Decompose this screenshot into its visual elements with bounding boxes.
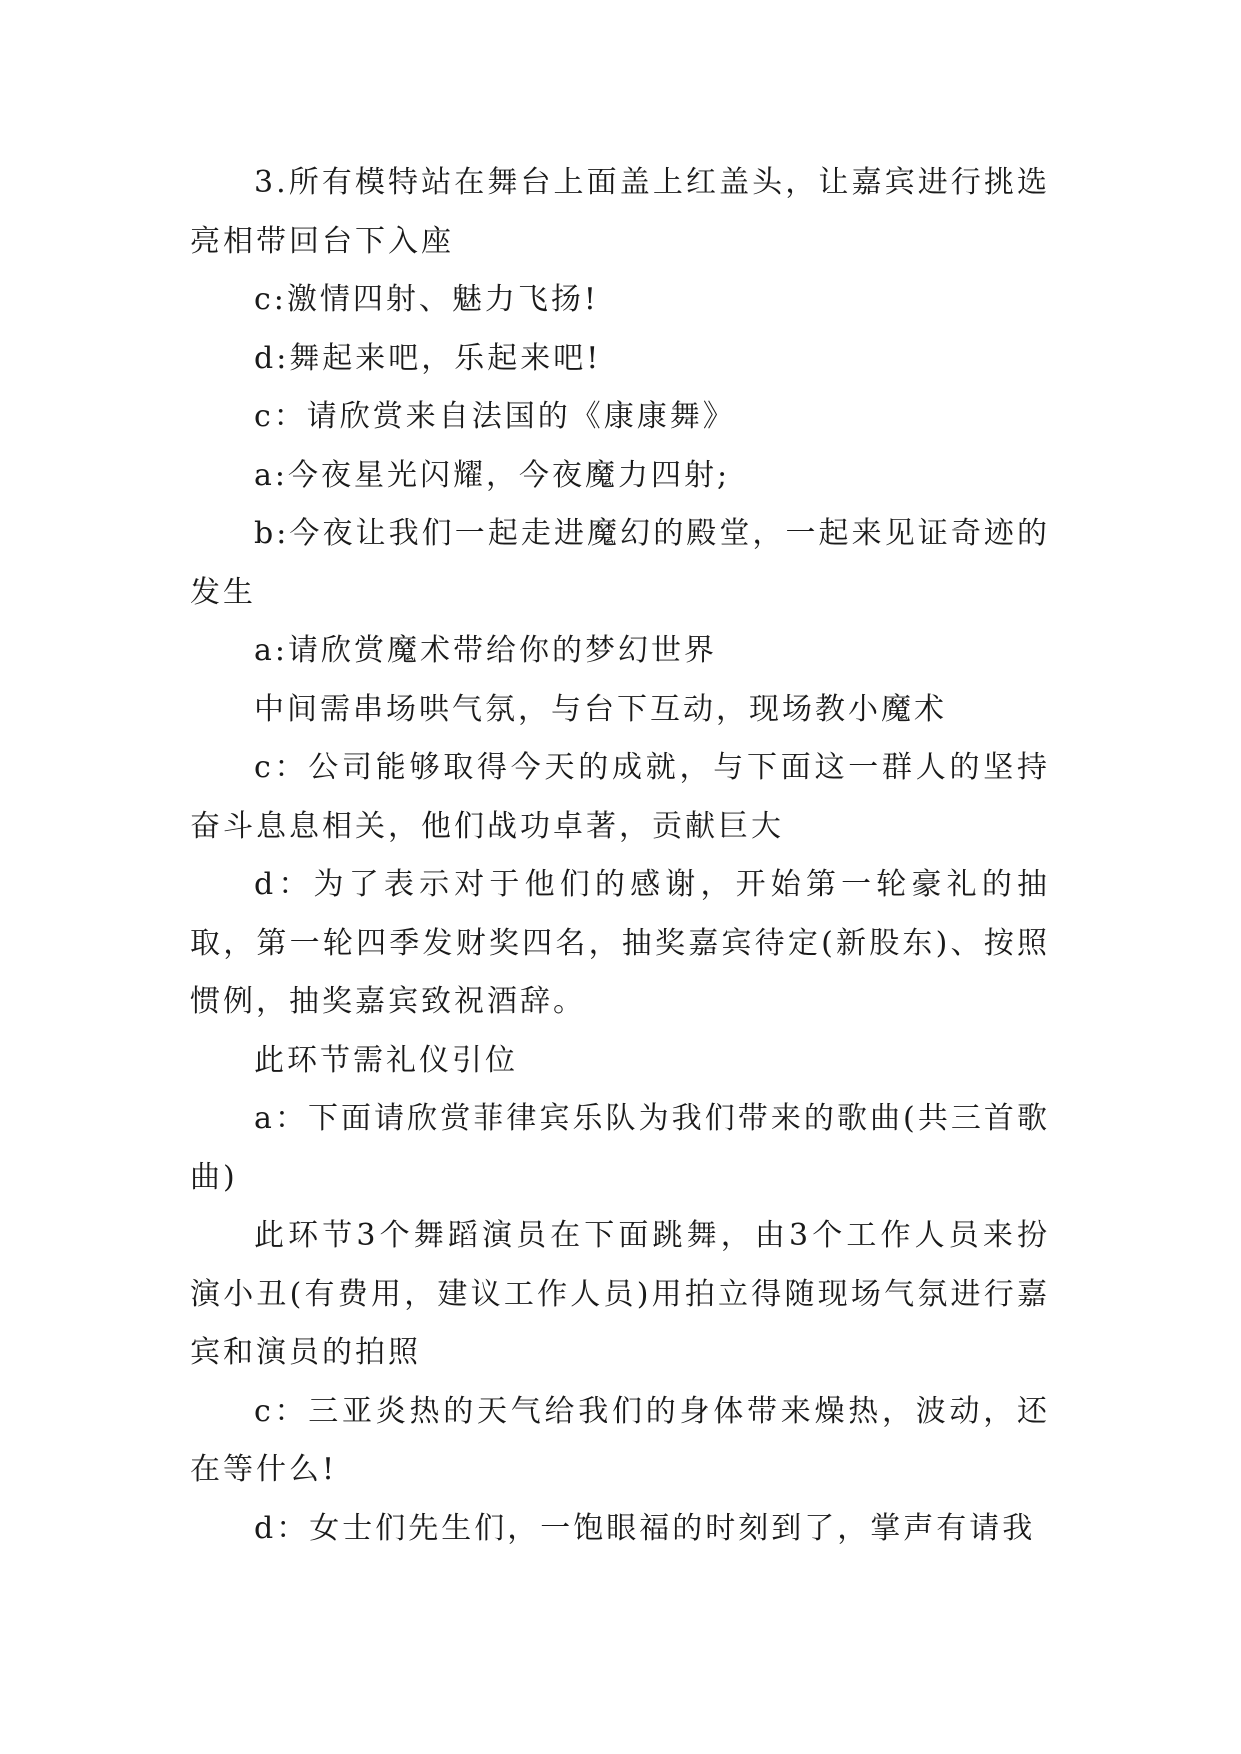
paragraph-line-c-cancan: c：请欣赏来自法国的《康康舞》 bbox=[254, 399, 736, 434]
paragraph-line-c-achievement: c：公司能够取得今天的成就，与下面这一群人的坚持奋斗息息相关，他们战功卓著，贡献巨大 bbox=[190, 750, 1050, 844]
paragraph-note-interaction: 中间需串场哄气氛，与台下互动，现场教小魔术 bbox=[254, 691, 947, 727]
paragraph-note-etiquette: 此环节需礼仪引位 bbox=[254, 1042, 518, 1078]
paragraph-line-d-applause: d：女士们先生们，一饱眼福的时刻到了，掌声有请我 bbox=[254, 1510, 1036, 1546]
paragraph-line-a-band: a：下面请欣赏菲律宾乐队为我们带来的歌曲(共三首歌曲) bbox=[190, 1101, 1050, 1195]
paragraph-line-a-magic: a:请欣赏魔术带给你的梦幻世界 bbox=[254, 633, 717, 668]
paragraph-line-c-weather: c：三亚炎热的天气给我们的身体带来燥热，波动，还在等什么! bbox=[190, 1393, 1050, 1487]
document-body bbox=[190, 154, 1050, 1558]
paragraph-model-selection: 3.所有模特站在舞台上面盖上红盖头，让嘉宾进行挑选亮相带回台下入座 bbox=[190, 165, 1050, 259]
paragraph-line-a-stars: a:今夜星光闪耀，今夜魔力四射; bbox=[254, 457, 731, 493]
paragraph-line-c-passion: c:激情四射、魅力飞扬! bbox=[254, 282, 599, 317]
paragraph-note-dancers: 此环节3个舞蹈演员在下面跳舞，由3个工作人员来扮演小丑(有费用，建议工作人员)用拍立得随现场气氛进行嘉宾和演员的拍照 bbox=[190, 1218, 1050, 1370]
paragraph-line-d-lottery: d：为了表示对于他们的感谢，开始第一轮豪礼的抽取，第一轮四季发财奖四名，抽奖嘉宾待定(新股东)、按照惯例，抽奖嘉宾致祝酒辞。 bbox=[190, 867, 1050, 1019]
paragraph-line-b-magic-hall: b:今夜让我们一起走进魔幻的殿堂，一起来见证奇迹的发生 bbox=[190, 516, 1050, 610]
paragraph-line-d-dance: d:舞起来吧，乐起来吧! bbox=[254, 340, 602, 376]
